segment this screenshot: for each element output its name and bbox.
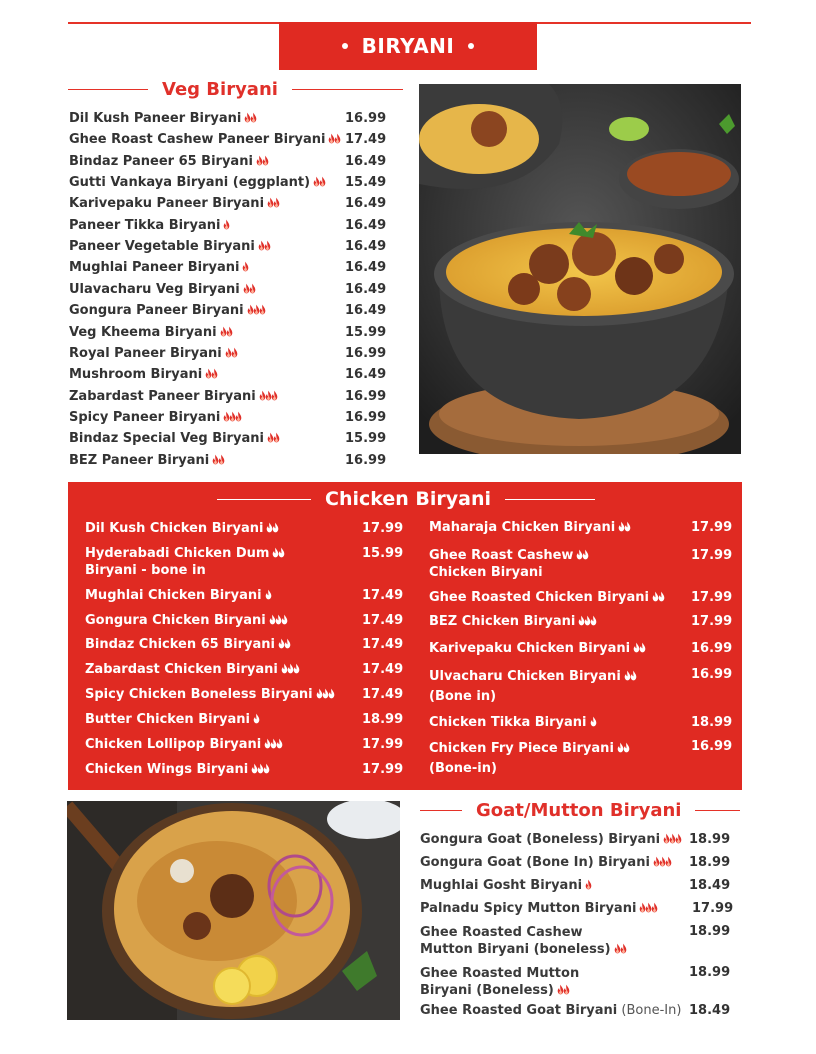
menu-title: BIRYANI [361,34,455,58]
spice-level-icon [576,549,588,565]
menu-item-name: Palnadu Spicy Mutton Biryani [420,901,637,916]
spice-level-icon [624,668,636,687]
menu-item [429,548,588,581]
spice-level-icon [205,368,217,383]
menu-item-price: 16.49 [345,367,387,383]
menu-item [85,637,290,653]
spice-level-icon [247,304,265,319]
menu-item-price: 16.49 [345,281,387,297]
menu-item [69,367,217,383]
menu-item-name: Ghee Roast Cashew Paneer Biryani [69,132,326,148]
menu-item-price: 16.49 [345,239,387,255]
menu-item [420,855,671,871]
spice-level-icon [272,547,284,563]
menu-item [420,901,657,917]
menu-item-price: 16.99 [345,452,387,468]
menu-item-note: (Bone-In) [617,1003,682,1018]
spice-level-icon [223,411,241,426]
menu-item-name: Zabardast Chicken Biryani [85,662,278,677]
goat-section-title: Goat/Mutton Biryani [476,800,682,821]
menu-item-name-line2: Biryani - bone in [85,563,206,578]
menu-item-price: 18.99 [362,712,404,727]
goat-section-header [420,800,740,821]
menu-item-price: 16.99 [345,388,387,404]
menu-item-price: 16.49 [345,196,387,212]
menu-item-price: 17.49 [362,613,404,628]
menu-item-name: Hyderabadi Chicken Dum [85,546,270,561]
menu-item [429,520,630,536]
menu-item-name: Dil Kush Paneer Biryani [69,111,242,126]
biryani-pot-photo [419,84,741,454]
spice-level-icon [585,879,591,894]
bullet-icon [468,43,474,49]
menu-item-price: 17.49 [362,687,404,702]
menu-item-name: Veg Kheema Biryani [69,324,217,340]
chicken-section-header [217,488,595,510]
menu-item-name: Mughlai Gosht Biryani [420,878,583,893]
spice-level-icon [264,738,282,753]
menu-item-price: 16.99 [345,111,387,126]
spice-level-icon [633,642,645,657]
menu-item-price: 17.99 [692,901,734,916]
menu-item-name: Ghee Roasted Goat Biryani [420,1003,618,1018]
menu-item-price: 16.49 [345,260,387,276]
menu-item [429,614,596,630]
spice-level-icon [639,902,657,917]
spice-level-icon [267,432,279,447]
biryani-bowl-photo [67,801,400,1020]
spice-level-icon [618,521,630,536]
spice-level-icon [225,347,237,362]
menu-item-price: 18.99 [689,924,731,939]
spice-level-icon [265,589,271,604]
menu-item-price: 16.49 [345,217,387,233]
menu-item-price: 18.49 [689,1003,731,1018]
menu-item-name: Karivepaku Chicken Biryani [429,641,631,656]
menu-item-price: 18.99 [689,965,731,980]
spice-level-icon [617,740,629,759]
menu-item [85,613,287,629]
menu-item [85,546,284,579]
menu-item [420,965,579,1000]
menu-item-name: Chicken Tikka Biryani [429,715,587,730]
menu-item-name: Ghee Roast Cashew [429,548,574,563]
menu-item-name: Ulvacharu Chicken Biryani [429,669,621,684]
menu-item [429,590,664,606]
menu-item-price: 16.49 [345,153,387,169]
menu-item-price: 17.49 [362,637,404,652]
menu-item-name: Spicy Chicken Boneless Biryani [85,687,313,702]
menu-item [69,346,237,362]
divider [695,810,740,812]
menu-item [429,667,636,706]
menu-item [429,739,629,778]
menu-item-price: 16.99 [345,409,387,425]
menu-item [69,196,279,212]
chicken-section-title: Chicken Biryani [325,488,492,510]
menu-item-name: BEZ Paneer Biryani [69,452,210,468]
menu-item-price: 16.99 [691,641,733,656]
menu-item-price: 17.49 [362,662,404,677]
menu-item-name-line2: Biryani (Boneless) [420,983,554,998]
menu-item [85,737,282,753]
menu-item-name: Ulavacharu Veg Biryani [69,281,240,297]
menu-item-price: 15.99 [345,324,387,340]
divider [505,499,595,500]
menu-item-price: 17.99 [362,737,404,752]
menu-item [69,218,229,234]
spice-level-icon [614,942,626,959]
menu-item [69,239,270,255]
menu-item [85,712,259,728]
menu-item-name: Dil Kush Chicken Biryani [85,521,264,536]
menu-item [69,410,241,426]
menu-item [429,641,645,657]
menu-item-name: Chicken Lollipop Biryani [85,737,262,752]
menu-item-price: 15.99 [362,546,404,561]
menu-item-price: 18.99 [691,715,733,730]
menu-item [85,762,269,778]
menu-item-price: 16.99 [691,739,733,754]
spice-level-icon [253,713,259,728]
menu-item [69,175,325,191]
menu-item-name: Gongura Goat (Boneless) Biryani [420,832,661,847]
menu-item-price: 17.99 [362,762,404,777]
spice-level-icon [328,133,340,148]
menu-item-price: 17.99 [691,520,733,535]
divider [420,810,462,812]
spice-level-icon [578,615,596,630]
menu-item-name: Ghee Roasted Chicken Biryani [429,590,649,605]
menu-item [420,878,591,894]
spice-level-icon [267,197,279,212]
menu-item [69,431,279,447]
spice-level-icon [220,326,232,341]
spice-level-icon [313,176,325,191]
menu-item-name: Zabardast Paneer Biryani [69,388,256,404]
spice-level-icon [258,240,270,255]
menu-item-name-line2: (Bone-in) [429,761,497,776]
spice-level-icon [557,983,569,1000]
menu-item [69,260,248,276]
menu-item [69,453,224,469]
menu-item [85,521,278,537]
menu-item-price: 17.99 [691,590,733,605]
menu-item [85,662,299,678]
menu-item [420,924,626,959]
menu-item-price: 16.99 [345,345,387,361]
chicken-section [68,482,742,790]
menu-item-name: Ghee Roasted Mutton [420,966,580,981]
menu-item-price: 16.99 [691,667,733,682]
menu-item-name: Bindaz Chicken 65 Biryani [85,637,275,652]
menu-item-name-line2: Mutton Biryani (boneless) [420,942,611,957]
menu-item-name: Mughlai Chicken Biryani [85,588,262,603]
menu-item-name: Ghee Roasted Cashew [420,925,583,940]
menu-item-price: 16.49 [345,303,387,319]
spice-level-icon [243,283,255,298]
veg-section-header [68,79,403,100]
menu-item-price: 17.99 [362,521,404,536]
menu-item-name: Karivepaku Paneer Biryani [69,196,265,212]
menu-item [85,687,334,703]
spice-level-icon [244,112,256,127]
menu-item-name: Royal Paneer Biryani [69,345,222,361]
spice-level-icon [259,390,277,405]
menu-item [69,111,256,127]
spice-level-icon [653,856,671,871]
menu-item-name-line2: Chicken Biryani [429,565,543,580]
menu-item-price: 17.99 [691,614,733,629]
menu-item-price: 15.99 [345,431,387,447]
spice-level-icon [590,716,596,731]
menu-item-name: Butter Chicken Biryani [85,712,250,727]
menu-item [420,1003,681,1018]
menu-item-price: 18.99 [689,832,731,847]
spice-level-icon [278,638,290,653]
bullet-icon [342,43,348,49]
spice-level-icon [266,522,278,537]
spice-level-icon [251,763,269,778]
menu-item-name: Gutti Vankaya Biryani (eggplant) [69,175,311,191]
menu-item-name: BEZ Chicken Biryani [429,614,576,629]
menu-item [85,588,271,604]
menu-item [69,154,268,170]
menu-item-name: Mughlai Paneer Biryani [69,260,240,276]
menu-item-price: 17.49 [345,132,387,148]
menu-item-price: 18.49 [689,878,731,893]
menu-item [420,832,681,848]
menu-item-name: Paneer Vegetable Biryani [69,239,255,255]
menu-item [69,303,265,319]
spice-level-icon [223,219,229,234]
menu-item [69,325,232,341]
menu-item-name: Paneer Tikka Biryani [69,217,221,233]
menu-item [69,132,340,148]
menu-item-name: Bindaz Special Veg Biryani [69,431,264,447]
spice-level-icon [269,614,287,629]
menu-item [69,389,277,405]
menu-item-price: 17.49 [362,588,404,603]
menu-item [429,715,596,731]
menu-item-name: Chicken Fry Piece Biryani [429,741,614,756]
spice-level-icon [212,454,224,469]
spice-level-icon [256,155,268,170]
menu-item-price: 15.49 [345,175,387,191]
spice-level-icon [663,833,681,848]
menu-item-name-line2: (Bone in) [429,689,497,704]
veg-section-title: Veg Biryani [162,79,278,100]
menu-item-name: Gongura Paneer Biryani [69,303,244,319]
menu-item-name: Maharaja Chicken Biryani [429,520,616,535]
menu-item-name: Chicken Wings Biryani [85,762,249,777]
menu-item [69,282,255,298]
menu-title-banner [279,22,537,70]
menu-item-name: Gongura Chicken Biryani [85,613,266,628]
spice-level-icon [281,663,299,678]
divider [217,499,311,500]
spice-level-icon [316,688,334,703]
menu-item-name: Gongura Goat (Bone In) Biryani [420,855,650,870]
menu-item-name: Spicy Paneer Biryani [69,409,221,425]
spice-level-icon [242,261,248,276]
menu-item-name: Mushroom Biryani [69,367,203,383]
spice-level-icon [652,591,664,606]
menu-item-name: Bindaz Paneer 65 Biryani [69,153,253,169]
menu-item-price: 17.99 [691,548,733,563]
divider [292,89,403,91]
divider [68,89,148,91]
menu-item-price: 18.99 [689,855,731,870]
